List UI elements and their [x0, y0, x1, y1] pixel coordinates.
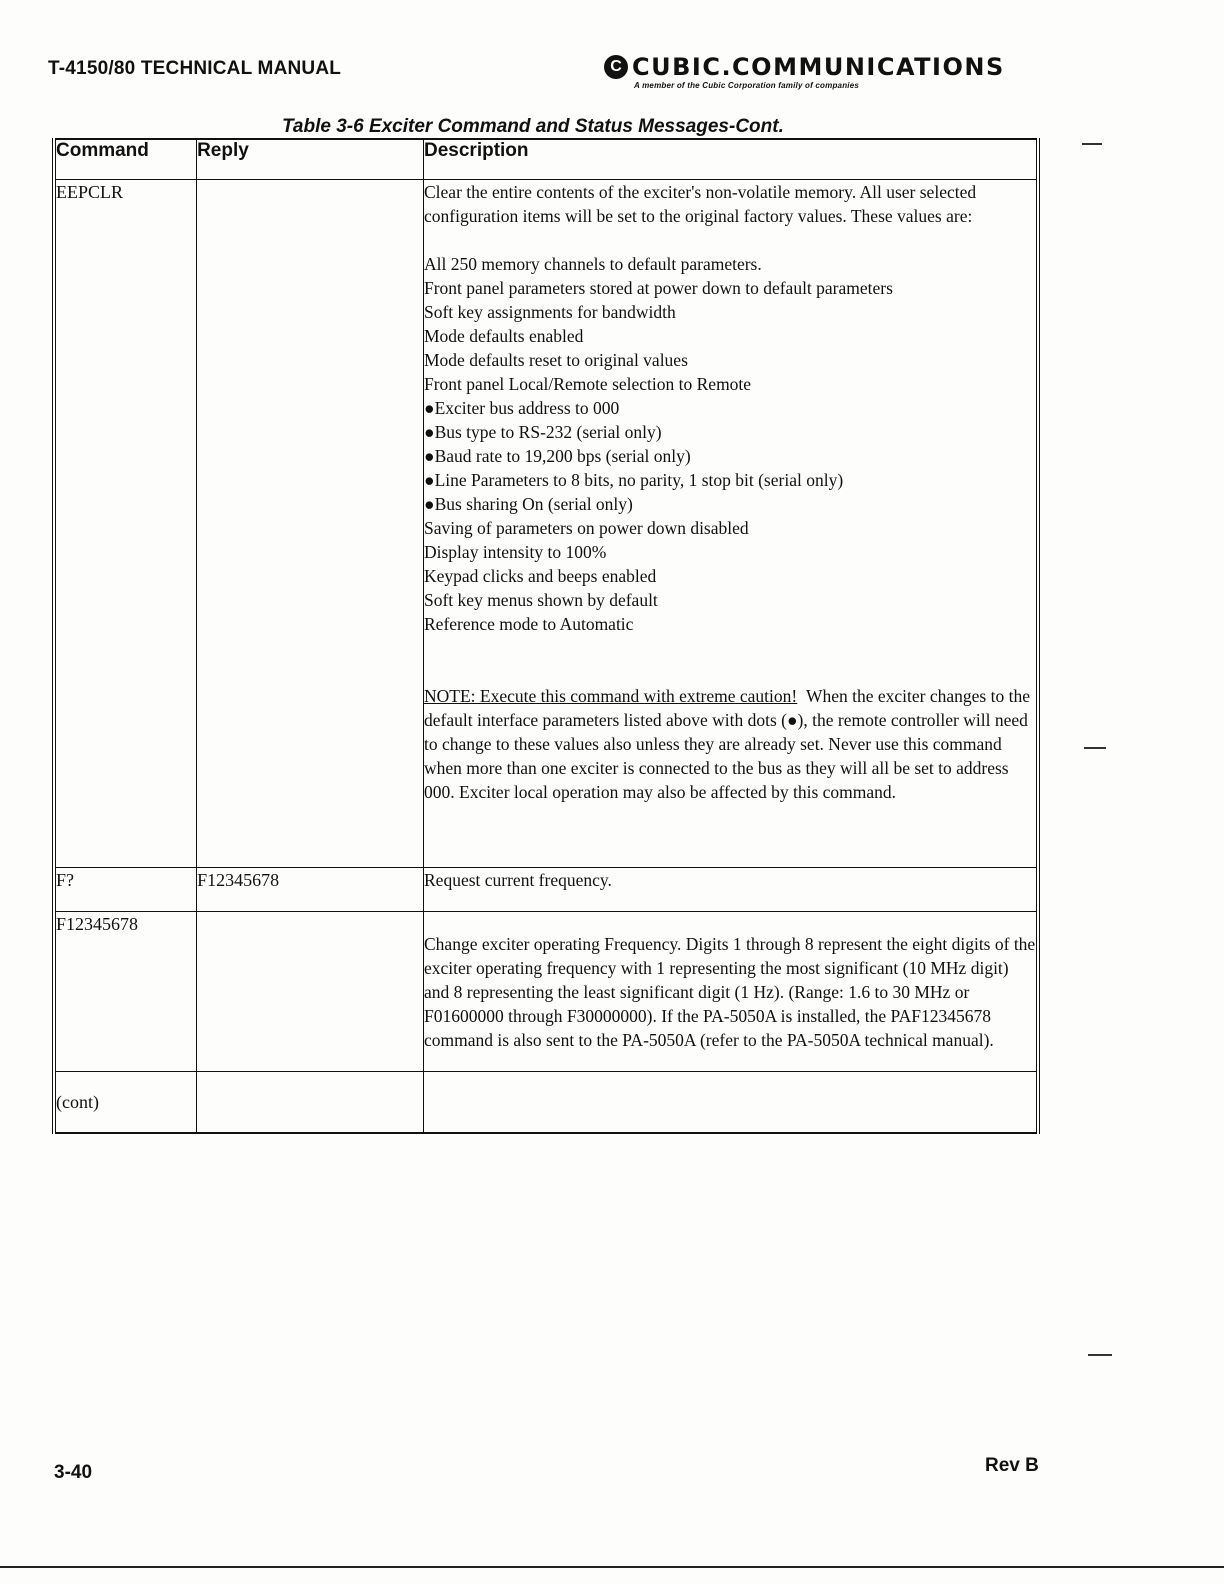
list-item: All 250 memory channels to default parameters. — [424, 253, 762, 274]
reply-cell: F12345678 — [197, 867, 424, 911]
table-header-row — [54, 139, 1038, 179]
scan-artifact — [1082, 143, 1102, 145]
list-item: Keypad clicks and beeps enabled — [424, 565, 657, 586]
table-row — [54, 1071, 1038, 1133]
list-item: Mode defaults enabled — [424, 325, 584, 346]
page-number: 3-40 — [54, 1462, 93, 1483]
company-logo — [604, 54, 1044, 90]
command-table — [52, 138, 1040, 1134]
description-cell: Change exciter operating Frequency. Digits 1 through 8 represent the eight digits of the exciter operating frequency with 1 representing the most significant (10 MHz digit) and 8 representing the least significant digit (1 Hz). (Range: 1.6 to 30 MHz or F01600000 through F30000000). If the PA-5050A is installed, the PAF12345678 command is also sent to the PA-5050A (refer to the PA-5050A technical manual). — [424, 911, 1039, 1071]
caution-note-body: When the exciter changes to the default interface parameters listed above with dots (●), the remote controller will need to change to these values also unless they are already set. Never use this command when more than one exciter is connected to the bus as they will all be set to address 000. Exciter local operation may also be affected by this command. — [424, 685, 1030, 802]
column-header-command: Command — [54, 139, 197, 179]
command-cell: F12345678 — [54, 911, 197, 1071]
caution-note — [424, 684, 1036, 804]
reply-cell — [197, 911, 424, 1071]
scan-edge-line — [0, 1566, 1224, 1568]
table-caption: Table 3-6 Exciter Command and Status Messages-Cont. — [282, 116, 784, 137]
reply-cell — [197, 1071, 424, 1133]
description-cell: Request current frequency. — [424, 867, 1039, 911]
list-item: Front panel parameters stored at power down to default parameters — [424, 277, 893, 298]
scan-artifact — [1084, 747, 1106, 749]
caution-note-lead: NOTE: Execute this command with extreme caution! — [424, 685, 798, 706]
list-item: Soft key assignments for bandwidth — [424, 301, 676, 322]
list-item: Soft key menus shown by default — [424, 589, 658, 610]
manual-title: T-4150/80 TECHNICAL MANUAL — [48, 58, 342, 79]
cubic-logo-icon: C — [604, 55, 628, 79]
revision-label: Rev B — [985, 1455, 1039, 1476]
table-row — [54, 179, 1038, 867]
logo-tagline: A member of the Cubic Corporation family of companies — [634, 81, 859, 90]
list-item: Reference mode to Automatic — [424, 613, 634, 634]
description-intro: Clear the entire contents of the exciter's non-volatile memory. All user selected configuration items will be set to the original factory values. These values are: — [424, 181, 977, 226]
command-cell: F? — [54, 867, 197, 911]
list-item: Display intensity to 100% — [424, 541, 607, 562]
reply-cell — [197, 179, 424, 867]
logo-wordmark: CUBIC.COMMUNICATIONS — [632, 53, 1005, 81]
scan-artifact — [1088, 1354, 1112, 1356]
column-header-reply: Reply — [197, 139, 424, 179]
list-item: Saving of parameters on power down disabled — [424, 517, 749, 538]
description-cell — [424, 1071, 1039, 1133]
list-item: Front panel Local/Remote selection to Remote — [424, 373, 752, 394]
list-item: ●Bus sharing On (serial only) — [424, 493, 633, 514]
table-row — [54, 867, 1038, 911]
list-item: ●Bus type to RS-232 (serial only) — [424, 421, 662, 442]
table-row — [54, 911, 1038, 1071]
list-item: ●Exciter bus address to 000 — [424, 397, 620, 418]
command-cell: (cont) — [54, 1071, 197, 1133]
description-cell — [424, 179, 1039, 867]
list-item: ●Baud rate to 19,200 bps (serial only) — [424, 445, 691, 466]
list-item: ●Line Parameters to 8 bits, no parity, 1 stop bit (serial only) — [424, 469, 844, 490]
command-cell: EEPCLR — [54, 179, 197, 867]
list-item: Mode defaults reset to original values — [424, 349, 688, 370]
column-header-description: Description — [424, 139, 1039, 179]
